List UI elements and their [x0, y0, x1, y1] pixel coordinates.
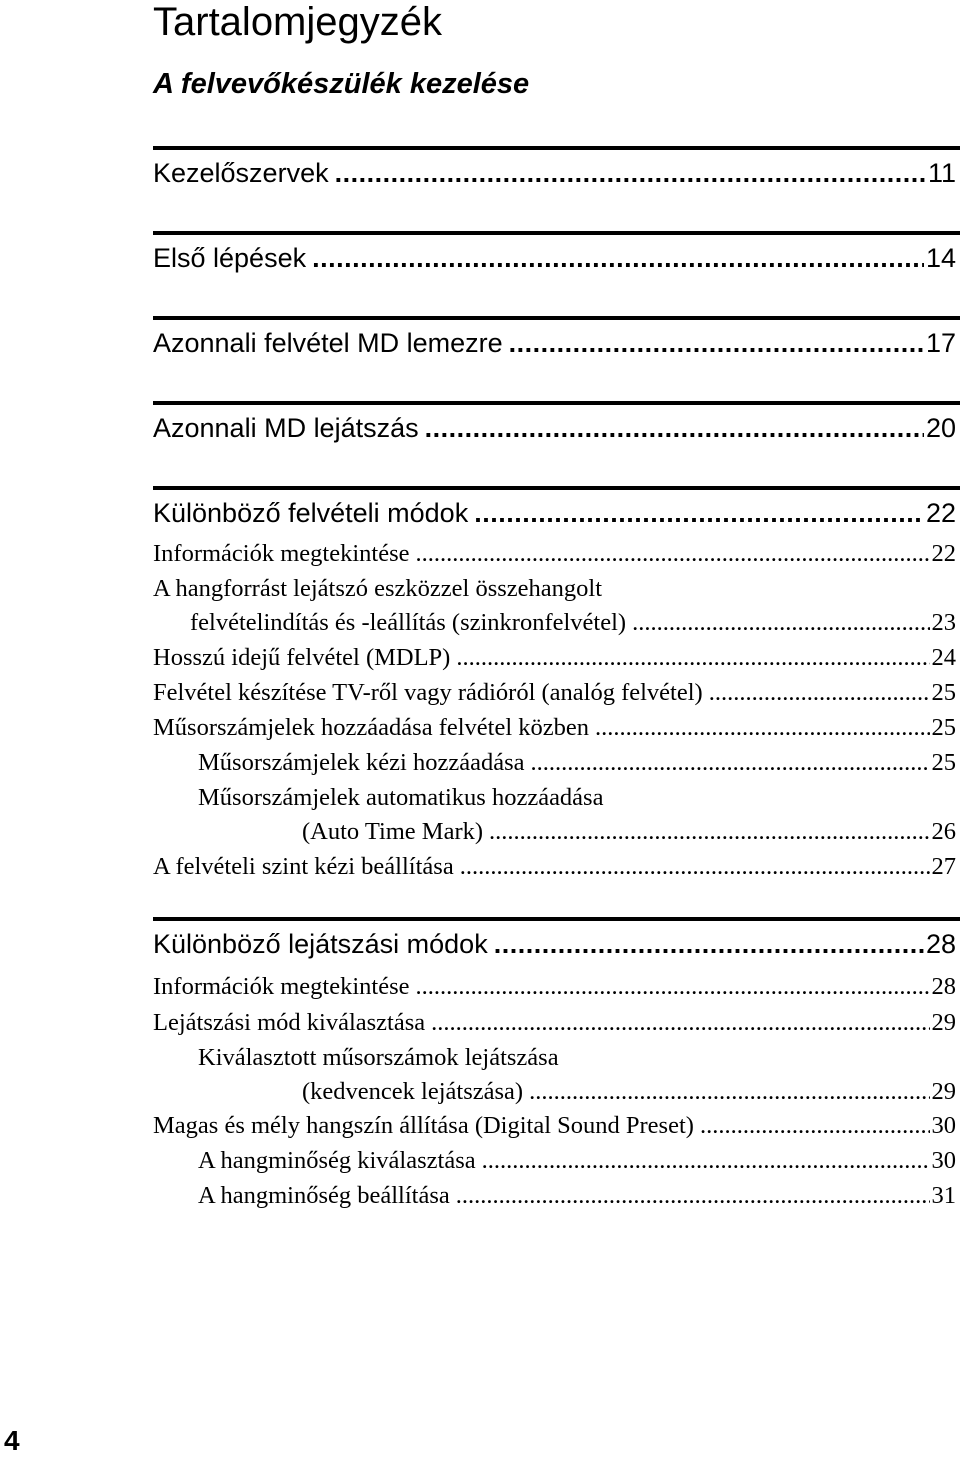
section-rule — [153, 231, 960, 235]
toc-section-recording-modes[interactable] — [153, 496, 956, 530]
toc-page-number: 30 — [931, 1112, 956, 1139]
toc-page-number: 25 — [931, 714, 956, 741]
toc-entry-title: Információk megtekintése — [153, 973, 410, 1000]
toc-entry-favourites[interactable] — [302, 1075, 956, 1108]
toc-section-title: Kezelőszervek — [153, 158, 329, 188]
section-rule — [153, 401, 960, 405]
toc-entry-title: A hangminőség kiválasztása — [198, 1147, 476, 1174]
toc-entry-title: Felvétel készítése TV-ről vagy rádióról (analóg felvétel) — [153, 679, 703, 706]
toc-page-number: 22 — [931, 540, 956, 567]
toc-page-number: 22 — [925, 498, 956, 528]
page-title: Tartalomjegyzék — [153, 0, 443, 44]
section-rule — [153, 917, 960, 921]
toc-page-number: 28 — [931, 973, 956, 1000]
toc-entry-title: felvételindítás és -leállítás (szinkronfelvétel) — [190, 609, 627, 636]
toc-page-number: 14 — [925, 243, 956, 273]
toc-page-number: 31 — [931, 1182, 956, 1209]
leader-dots — [494, 927, 924, 961]
leader-dots — [531, 746, 930, 779]
toc-entry-title: Műsorszámjelek hozzáadása felvétel közben — [153, 714, 590, 741]
toc-section-title: Azonnali MD lejátszás — [153, 413, 419, 443]
section-rule — [153, 316, 960, 320]
toc-entry-sync-line1[interactable]: A hangforrást lejátszó eszközzel összehangolt — [153, 575, 603, 602]
toc-section-title: Különböző lejátszási módok — [153, 929, 488, 959]
toc-entry-rec-info[interactable] — [153, 537, 956, 570]
leader-dots — [460, 850, 930, 883]
toc-section-first-steps[interactable] — [153, 241, 956, 275]
toc-page-number: 25 — [931, 749, 956, 776]
toc-page-number: 29 — [931, 1078, 956, 1105]
toc-entry-title: Lejátszási mód kiválasztása — [153, 1009, 426, 1036]
toc-page-number: 11 — [927, 158, 956, 188]
page-number: 4 — [4, 1425, 20, 1456]
toc-page-number: 20 — [925, 413, 956, 443]
toc-section-title: Első lépések — [153, 243, 307, 273]
toc-page-number: 27 — [931, 853, 956, 880]
toc-section-controls[interactable] — [153, 156, 956, 190]
toc-page-number: 30 — [931, 1147, 956, 1174]
leader-dots — [482, 1144, 930, 1177]
toc-page-number: 26 — [931, 818, 956, 845]
section-rule — [153, 146, 960, 150]
toc-section-instant-recording[interactable] — [153, 326, 956, 360]
toc-entry-analog-recording[interactable] — [153, 676, 956, 709]
toc-entry-auto-marks-line1[interactable]: Műsorszámjelek automatikus hozzáadása — [198, 784, 604, 811]
toc-section-playback-modes[interactable] — [153, 927, 956, 961]
toc-entry-quality-select[interactable] — [198, 1144, 956, 1177]
leader-dots — [456, 641, 929, 674]
leader-dots — [489, 815, 929, 848]
toc-section-title: Azonnali felvétel MD lemezre — [153, 328, 503, 358]
toc-entry-title: A hangminőség beállítása — [198, 1182, 450, 1209]
toc-entry-manual-marks[interactable] — [198, 746, 956, 779]
toc-entry-quality-adjust[interactable] — [198, 1179, 956, 1212]
toc-page-number: 17 — [925, 328, 956, 358]
toc-page-number: 24 — [931, 644, 956, 671]
toc-entry-title: Magas és mély hangszín állítása (Digital Sound Preset) — [153, 1112, 694, 1139]
toc-entry-play-mode[interactable] — [153, 1006, 956, 1039]
leader-dots — [709, 676, 930, 709]
leader-dots — [595, 711, 929, 744]
leader-dots — [312, 241, 924, 275]
toc-section-instant-playback[interactable] — [153, 411, 956, 445]
toc-entry-auto-time-mark[interactable] — [302, 815, 956, 848]
toc-page-number: 23 — [931, 609, 956, 636]
toc-entry-title: (kedvencek lejátszása) — [302, 1078, 524, 1105]
leader-dots — [474, 496, 924, 530]
leader-dots — [456, 1179, 930, 1212]
toc-page-number: 29 — [931, 1009, 956, 1036]
toc-entry-title: A felvételi szint kézi beállítása — [153, 853, 454, 880]
toc-entry-title: (Auto Time Mark) — [302, 818, 484, 845]
leader-dots — [632, 606, 929, 639]
section-rule — [153, 486, 960, 490]
toc-entry-title: Műsorszámjelek kézi hozzáadása — [198, 749, 525, 776]
toc-entry-title: Hosszú idejű felvétel (MDLP) — [153, 644, 451, 671]
leader-dots — [509, 326, 924, 360]
toc-section-title: Különböző felvételi módok — [153, 498, 469, 528]
leader-dots — [335, 156, 926, 190]
toc-entry-rec-level[interactable] — [153, 850, 956, 883]
leader-dots — [431, 1006, 929, 1039]
leader-dots — [700, 1109, 930, 1142]
toc-entry-title: Információk megtekintése — [153, 540, 410, 567]
leader-dots — [529, 1075, 929, 1108]
leader-dots — [425, 411, 924, 445]
toc-entry-play-info[interactable] — [153, 970, 956, 1003]
leader-dots — [415, 537, 929, 570]
toc-entry-sync-recording[interactable] — [190, 606, 956, 639]
toc-entry-track-marks[interactable] — [153, 711, 956, 744]
part-subtitle: A felvevőkészülék kezelése — [153, 68, 530, 100]
leader-dots — [415, 970, 929, 1003]
toc-entry-mdlp[interactable] — [153, 641, 956, 674]
toc-page-number: 25 — [931, 679, 956, 706]
toc-entry-digital-sound-preset[interactable] — [153, 1109, 956, 1142]
toc-entry-fav-line1[interactable]: Kiválasztott műsorszámok lejátszása — [198, 1044, 559, 1071]
toc-page-number: 28 — [925, 929, 956, 959]
